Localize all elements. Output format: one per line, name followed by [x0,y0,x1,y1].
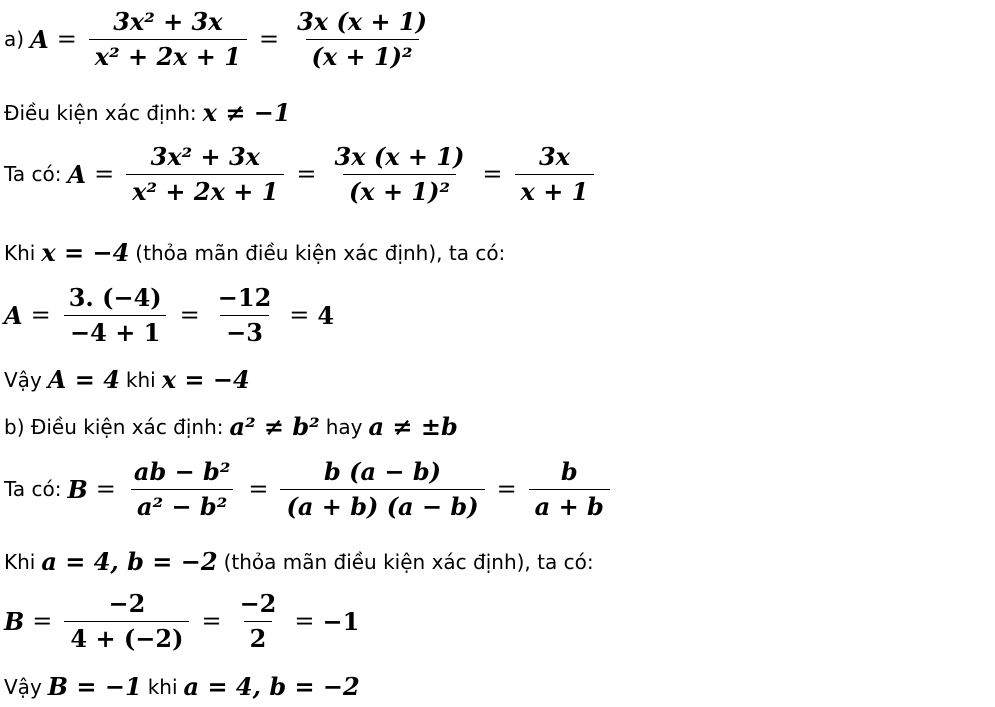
lhs-A: A [30,24,49,54]
ta-co-label: Ta có: [4,477,62,502]
khi-post-text: (thỏa mãn điều kiện xác định), ta có: [135,240,506,265]
condition-math: x ≠ −1 [202,98,291,127]
vay-math-2: x = −4 [161,365,250,394]
fraction-3: $\frac{3x}{x + 1}$ [515,143,595,205]
lhs-A: A [4,300,23,330]
part-a-khi [4,238,505,267]
khi-text: Khi [4,240,36,265]
vay-text: Vậy [4,367,42,392]
khi-math: x = −4 [41,238,130,267]
fraction-2: $\frac{-12}{-3}$ [217,283,272,347]
vay-math-1: A = 4 [47,365,120,394]
vay-mid-text: khi [125,367,156,392]
vay-math-1: B = −1 [47,672,142,701]
result: 4 [317,300,335,330]
part-b-label: b) Điều kiện xác định: [4,414,224,439]
fraction-1: $\frac{3. (-4)}{-4 + 1}$ [63,284,168,346]
lhs-B: B [67,474,88,504]
vay-text: Vậy [4,674,42,699]
result: −1 [322,606,360,636]
part-b-conclusion [4,672,360,701]
part-a-line-1: a) A = $\frac{\text{3x² + 3x}}{\text{x² + 2x + 1}}$ = $\frac{3x (x + 1)}{\text{(x + 1)²}}$ [4,8,437,70]
fraction-1: $\frac{\text{ab − b²}}{\text{a² − b²}}$ [128,458,236,520]
fraction-1: $\frac{\text{3x² + 3x}}{\text{x² + 2x + 1}}$ [126,143,284,205]
part-b-compute: B = $\frac{-2}{4 + (-2)}$ = $\frac{-2}{2}$ = −1 [4,589,360,653]
fraction-2: $\frac{-2}{2}$ [239,589,277,653]
condition-mid-text: hay [325,414,363,439]
ta-co-label: Ta có: [4,162,62,187]
fraction-2: $\frac{3x (x + 1)}{\text{(x + 1)²}}$ [334,142,465,206]
part-a-conclusion [4,365,250,394]
fraction-3: $\frac{b}{a + b}$ [529,458,610,520]
condition-math-2: a ≠ ±b [368,412,458,441]
vay-mid-text: khi [147,674,178,699]
lhs-B: B [4,606,25,636]
lhs-A: A [67,159,87,189]
condition-text: Điều kiện xác định: [4,100,197,125]
vay-math-2: a = 4, b = −2 [183,672,360,701]
fraction-2: $\frac{3x (x + 1)}{\text{(x + 1)²}}$ [297,7,427,71]
fraction-2: $\frac{b (a - b)}{(a + b) (a - b)}$ [280,458,484,520]
fraction-1: $\frac{-2}{4 + (-2)}$ [64,590,189,652]
part-a-simplification: Ta có: A = $\frac{\text{3x² + 3x}}{\text{x² + 2x + 1}}$ = $\frac{3x (x + 1)}{\text{(x + 1)²}}$ = $\frac{3x}{x + 1}$ [4,143,598,205]
khi-text: Khi [4,549,36,574]
khi-math: a = 4, b = −2 [41,547,218,576]
condition-math-1: a² ≠ b² [229,412,320,441]
part-a-compute: A = $\frac{3. (-4)}{-4 + 1}$ = $\frac{-12}{-3}$ = 4 [4,283,335,347]
part-b-simplification: Ta có: B = $\frac{\text{ab − b²}}{\text{a² − b²}}$ = $\frac{b (a - b)}{(a + b) (a - b)}$ = $\frac{b}{a + b}$ [4,458,614,520]
fraction-1: $\frac{\text{3x² + 3x}}{\text{x² + 2x + 1}}$ [89,8,247,70]
part-b-condition [4,412,458,441]
part-a-label: a) [4,27,25,52]
part-a-condition [4,98,291,127]
khi-post-text: (thỏa mãn điều kiện xác định), ta có: [223,549,594,574]
part-b-khi [4,547,594,576]
